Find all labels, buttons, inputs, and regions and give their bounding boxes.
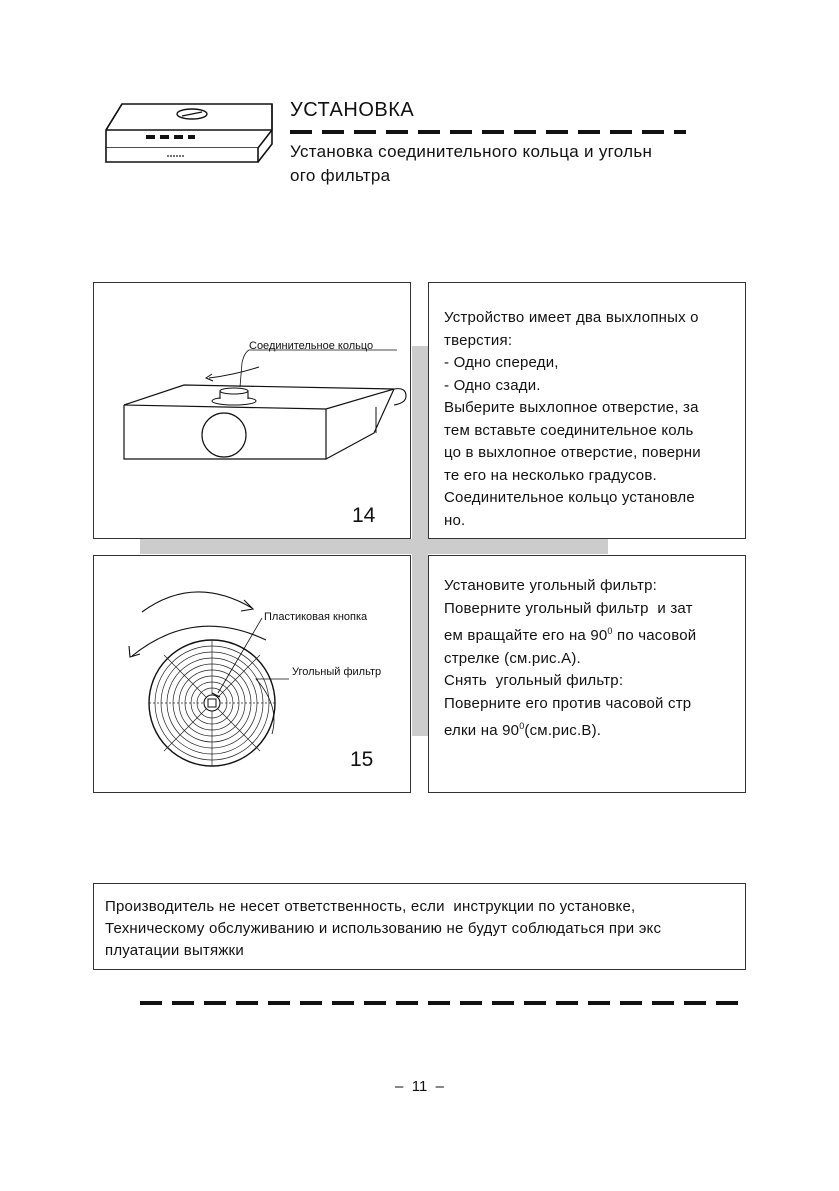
disclaimer-box (93, 883, 746, 970)
callout-connector-ring: Соединительное кольцо (249, 340, 374, 352)
text-line: плуатации вытяжки (105, 942, 244, 959)
text-line: елки на $90^0(см.рис.В)$. (444, 721, 602, 739)
page-number: – 11 – (395, 1078, 444, 1095)
text-line: тем вставьте соединительное коль (444, 421, 694, 439)
text-line: но. (444, 511, 466, 529)
text-line: - Одно спереди, (444, 354, 559, 371)
figure-14-box (93, 282, 411, 539)
text-line: - Одно сзади. (444, 376, 541, 394)
figure-number: 14 (352, 504, 376, 527)
range-hood-icon (100, 100, 280, 175)
callout-plastic-button: Пластиковая кнопка (264, 611, 368, 623)
figure-15-box (93, 555, 411, 793)
figure-number: 15 (350, 748, 374, 771)
description-text (444, 307, 739, 532)
figure-15-description-box (428, 555, 746, 793)
degree-mark: 0 (519, 721, 525, 731)
text-line: те его на несколько градусов. (444, 466, 657, 484)
subtitle-line: ого фильтра (290, 166, 391, 185)
disclaimer-text (105, 896, 737, 962)
text-line: ем вращайте его на $90^0$ по часовой (444, 626, 697, 644)
text-line: Установите угольный фильтр: (444, 577, 657, 594)
text-line: Выберите выхлопное отверстие, за (444, 399, 699, 416)
callout-carbon-filter: Угольный фильтр (292, 666, 382, 678)
text-line: Снять угольный фильтр: (444, 672, 624, 689)
footer-dashed-divider (140, 1001, 742, 1005)
title-dashed-divider (290, 130, 686, 134)
degree-mark: 0 (607, 626, 613, 636)
gray-connector-horizontal (140, 539, 608, 554)
text-line: Производитель не несет ответственность, если инструкции по установке, (105, 898, 636, 915)
text-line: Поверните угольный фильтр и зат (444, 599, 693, 617)
text-line: тверстия: (444, 331, 513, 349)
text-line: Соединительное кольцо установле (444, 489, 695, 506)
figure-14-description-box (428, 282, 746, 539)
text-line: стрелке (см.рис.А). (444, 649, 581, 667)
section-subtitle (290, 140, 710, 188)
text-line: цо в выхлопное отверстие, поверни (444, 444, 701, 461)
hood-connector-ring-illustration (94, 283, 412, 540)
description-text (444, 575, 739, 743)
text-line: Устройство имеет два выхлопных о (444, 309, 699, 326)
section-title: УСТАНОВКА (290, 99, 415, 121)
text-line: Поверните его против часовой стр (444, 694, 692, 712)
subtitle-line: Установка соединительного кольца и угольн (290, 142, 653, 161)
text-line: Техническому обслуживанию и использованию не будут соблюдаться при экс (105, 920, 662, 937)
